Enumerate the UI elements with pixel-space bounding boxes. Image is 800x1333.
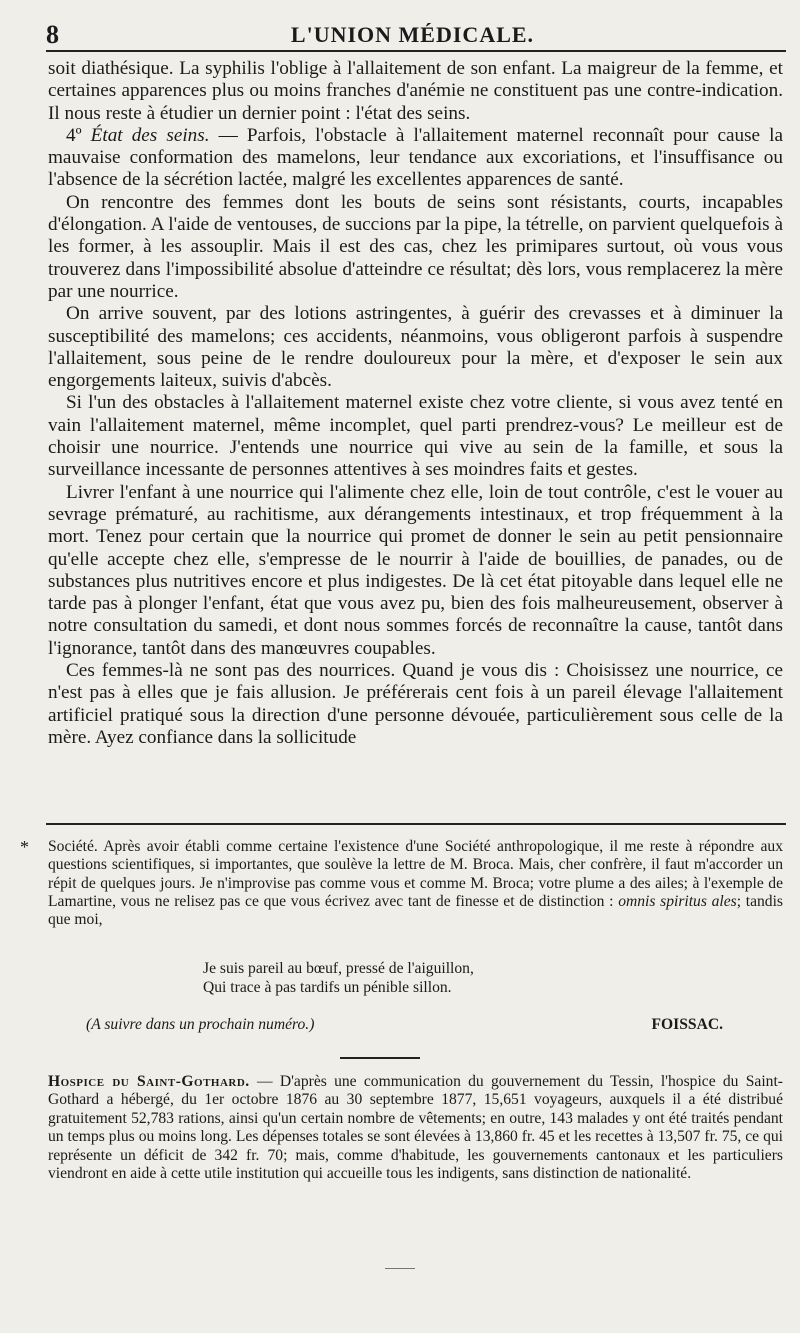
news-item	[48, 1073, 783, 1183]
verse-line-2: Qui trace à pas tardifs un pénible sillon.	[203, 978, 452, 996]
section-divider	[340, 1057, 420, 1059]
paragraph-bouts-de-seins: On rencontre des femmes dont les bouts de seins sont résistants, courts, incapables d'élongation. A l'aide de ventouses, de succions par la pipe, la tétrelle, on parvient quelquefois à les former, à les assouplir. Mais il est des cas, chez les primipares surtout, où vous vous trouverez dans l'impossibilité absolue d'atteindre ce résultat; dès lors, vous remplacerez la mère par une nourrice.	[48, 191, 783, 302]
paragraph-livrer-enfant: Livrer l'enfant à une nourrice qui l'alimente chez elle, loin de tout contrôle, c'est le vouer au sevrage prématuré, au rachitisme, aux dérangements intestinaux, et trop fréquemment à la mort. Tenez pour certain que la nourrice qui promet de donner le sein au petit pensionnaire qu'elle accepte chez elle, s'empresse de le nourrir à l'aide de bouillies, de panades, ou de substances plus nutritives encore et plus indigestes. De là cet état pitoyable dans lequel elle ne tarde pas à plonger l'enfant, état que vous avez pu, bien des fois malheureusement, observer à notre consultation du samedi, et dont nous sommes forcés de reconnaître la cause, tantôt dans l'ignorance, tantôt dans des manœuvres coupables.	[48, 481, 783, 659]
news-heading: Hospice du Saint-Gothard.	[48, 1073, 250, 1090]
bottom-divider	[385, 1268, 415, 1269]
section-title: État des seins.	[90, 124, 210, 146]
footnote-marker: *	[20, 837, 29, 857]
footnote-text-2: ; tandis que moi,	[48, 892, 783, 929]
latin-quote: omnis spiritus ales	[618, 892, 737, 910]
paragraph-femmes-la: Ces femmes-là ne sont pas des nourrices. Quand je vous dis : Choisissez une nourrice, ce n'est pas à elles que je fais allusion. Je préférerais cent fois à un pareil élevage l'allaitement artificiel pratiqué sous la direction d'une personne dévouée, particulièrement sous celle de la mère. Ayez confiance dans la sollicitude	[48, 660, 783, 748]
news-text: — D'après une communication du gouvernement du Tessin, l'hospice du Saint-Gothard a hébergé, du 1er octobre 1876 au 30 septembre 1877, 15,651 voyageurs, auxquels il a été distribué gratuitement 52,783 rations, ainsi qu'un certain nombre de vêtements; en outre, 143 malades y ont été traités pendant un temps plus ou moins long. Les dépenses totales se sont élevées à 13,860 fr. 45 et les recettes à 13,507 fr. 75, ce qui représente un déficit de 342 fr. 70; mais, comme d'habitude, les gouvernements cantonaux et les particuliers viendront en aide à cette utile institution qui accueille tous les indigents, sans distinction de nationalité.	[48, 1073, 784, 1183]
section-number: 4º	[66, 124, 82, 146]
footnote-text-1: Société. Après avoir établi comme certaine l'existence d'une Société anthropologique, il me reste à répondre aux questions scientifiques, si importantes, que soulève la lettre de M. Broca. Mais, cher confrère, il faut m'accorder un répit de quelques jours. Je n'improvise pas comme vous et comme M. Broca; votre plume a des ailes; à l'exemple de Lamartine, vous ne relisez pas ce que vous écrivez avec tant de finesse et de distinction :	[48, 838, 783, 910]
verse-line-1: Je suis pareil au bœuf, pressé de l'aiguillon,	[203, 960, 474, 977]
verse-quote	[48, 960, 783, 997]
feuilleton-footnote	[20, 837, 783, 929]
to-follow-note: (A suivre dans un prochain numéro.)	[86, 1016, 315, 1033]
main-text	[48, 58, 783, 749]
page-number: 8	[46, 20, 59, 49]
journal-title: L'UNION MÉDICALE.	[290, 22, 535, 47]
footnote-rule	[46, 823, 786, 825]
page-header	[40, 14, 785, 48]
paragraph-continuation: soit diathésique. La syphilis l'oblige à l'allaitement de son enfant. La maigreur de la femme, et certaines apparences plus ou moins franches d'anémie ne constituent pas une contre-indication. Il nous reste à étudier un dernier point : l'état des seins.	[48, 58, 783, 124]
paragraph-etat-des-seins	[48, 125, 783, 192]
paragraph-choisir-nourrice: Si l'un des obstacles à l'allaitement maternel existe chez votre cliente, si vous avez tenté en vain l'allaitement maternel, même incomplet, quel parti prendrez-vous? Le meilleur est de choisir une nourrice. J'entends une nourrice qui vive au sein de la famille, et sous la surveillance incessante de personnes attentives à ses moindres faits et gestes.	[48, 392, 783, 481]
author-signature: FOISSAC.	[651, 1016, 723, 1033]
signoff	[48, 1016, 783, 1036]
paragraph-lotions: On arrive souvent, par des lotions astringentes, à guérir des crevasses et à diminuer la susceptibilité des mamelons; ces accidents, néanmoins, vous obligeront parfois à suspendre l'allaitement, sous peine de le rendre douloureux pour la mère, et d'exposer le sein aux engorgements laiteux, suivis d'abcès.	[48, 303, 783, 392]
header-rule	[46, 50, 786, 52]
section-body: — Parfois, l'obstacle à l'allaitement maternel reconnaît pour cause la mauvaise conformation des mamelons, leur tendance aux excoriations, et l'insuffisance ou l'absence de la sécrétion lactée, malgré les excellentes apparences de santé.	[48, 124, 784, 191]
